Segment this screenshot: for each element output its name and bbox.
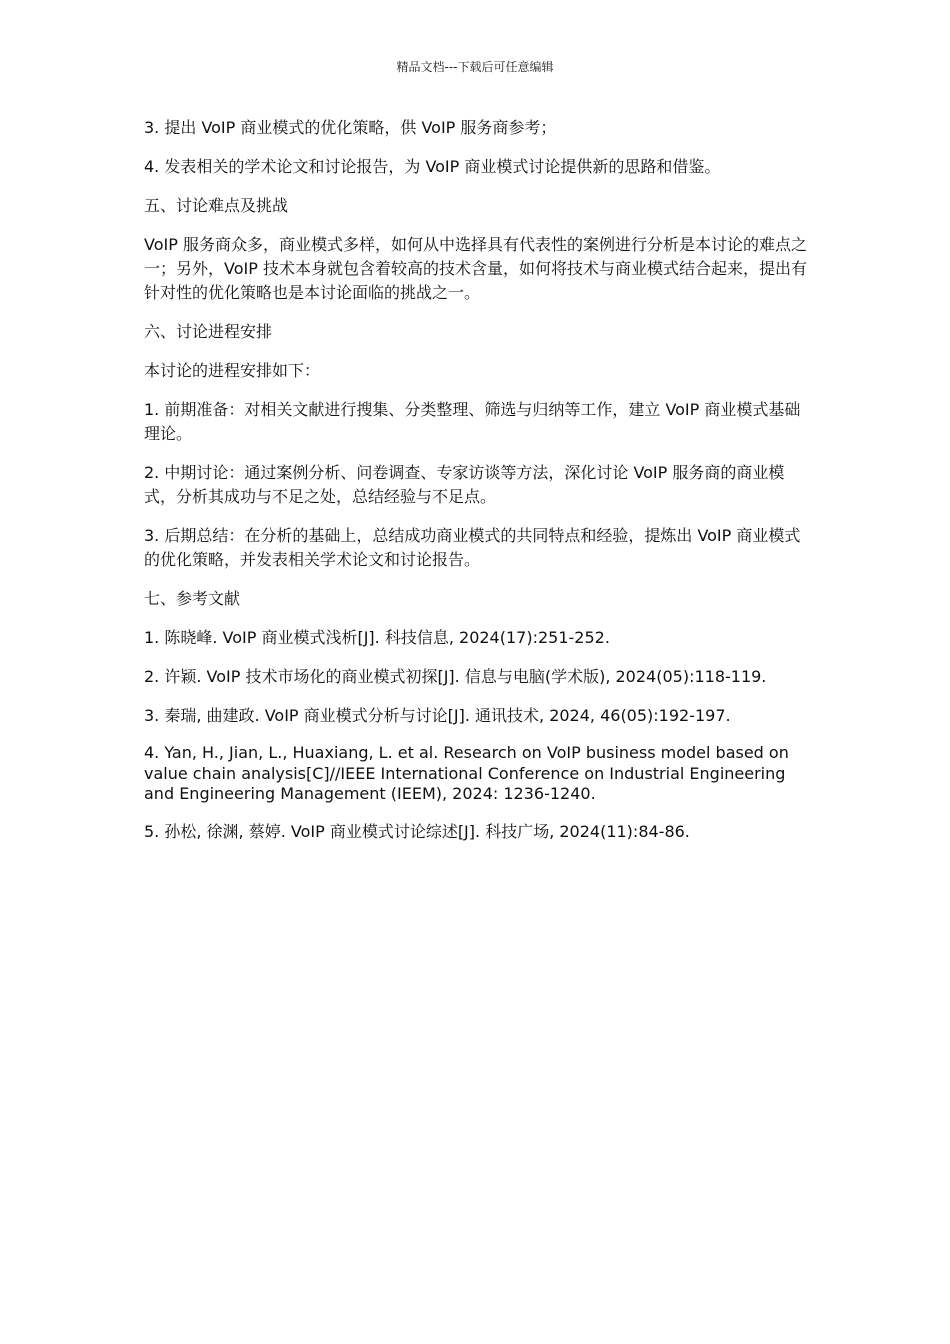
- schedule-intro: 本讨论的进程安排如下：: [144, 361, 321, 380]
- page-header: 精品文档---下载后可任意编辑: [396, 60, 554, 74]
- schedule-item-2: 2. 中期讨论：通过案例分析、问卷调查、专家访谈等方法，深化讨论 VoIP 服务商的商业模式，分析其成功与不足之处，总结经验与不足点。: [144, 463, 785, 506]
- reference-1: 1. 陈晓峰. VoIP 商业模式浅析[J]. 科技信息, 2024(17):251-252.: [144, 628, 610, 647]
- difficulties-paragraph: VoIP 服务商众多，商业模式多样，如何从中选择具有代表性的案例进行分析是本讨论的难点之一；另外，VoIP 技术本身就包含着较高的技术含量，如何将技术与商业模式结合起来，提出有针对性的优化策略也是本讨论面临的挑战之一。: [144, 235, 807, 302]
- schedule-item-1: 1. 前期准备：对相关文献进行搜集、分类整理、筛选与归纳等工作，建立 VoIP 商业模式基础理论。: [144, 400, 801, 443]
- section-heading-schedule: 六、讨论进程安排: [144, 322, 273, 341]
- reference-2: 2. 许颖. VoIP 技术市场化的商业模式初探[J]. 信息与电脑(学术版), 2024(05):118-119.: [144, 667, 767, 686]
- reference-3: 3. 秦瑞, 曲建政. VoIP 商业模式分析与讨论[J]. 通讯技术, 2024, 46(05):192-197.: [144, 706, 731, 725]
- document-body: [144, 116, 808, 859]
- reference-4: 4. Yan, H., Jian, L., Huaxiang, L. et al. Research on VoIP business model based on value chain analysis[C]//IEEE International Conference on Industrial Engineering and Engineering Management (IEEM), 2024: 1236-1240.: [144, 743, 789, 803]
- objective-item-3: 3. 提出 VoIP 商业模式的优化策略，供 VoIP 服务商参考；: [144, 118, 557, 137]
- schedule-item-3: 3. 后期总结：在分析的基础上，总结成功商业模式的共同特点和经验，提炼出 VoIP 商业模式的优化策略，并发表相关学术论文和讨论报告。: [144, 526, 801, 569]
- objective-item-4: 4. 发表相关的学术论文和讨论报告，为 VoIP 商业模式讨论提供新的思路和借鉴。: [144, 157, 721, 176]
- section-heading-references: 七、参考文献: [144, 589, 241, 608]
- reference-5: 5. 孙松, 徐渊, 蔡婷. VoIP 商业模式讨论综述[J]. 科技广场, 2024(11):84-86.: [144, 821, 690, 841]
- section-heading-difficulties: 五、讨论难点及挑战: [144, 196, 289, 215]
